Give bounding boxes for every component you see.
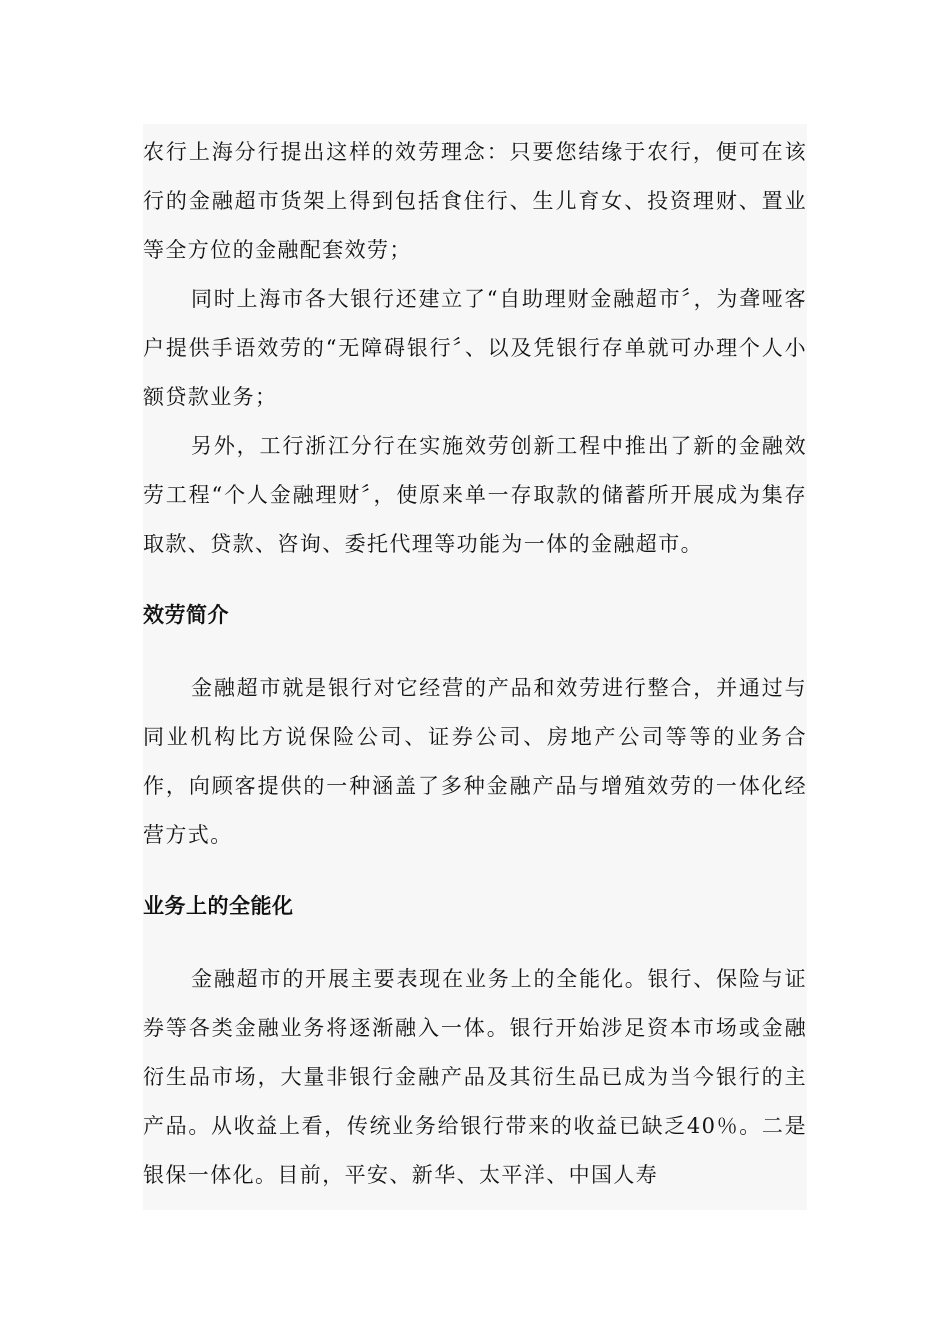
section-heading-service-intro: 效劳简介: [143, 603, 229, 627]
section1-paragraph: 金融超市就是银行对它经营的产品和效劳进行整合，并通过与同业机构比方说保险公司、证券公司、房地产公司等等的业务合作，向顾客提供的一种涵盖了多种金融产品与增殖效劳的一体化经营方式。: [143, 676, 807, 847]
section-heading-universal-business: 业务上的全能化: [143, 894, 294, 918]
intro-paragraph-2: 同时上海市各大银行还建立了“自助理财金融超市〞，为聋哑客户提供手语效劳的“无障碍银行〞、以及凭银行存单就可办理个人小额贷款业务；: [143, 287, 807, 409]
document-text-block: [143, 124, 807, 1210]
intro-paragraph-3: 另外，工行浙江分行在实施效劳创新工程中推出了新的金融效劳工程“个人金融理财〞，使原来单一存取款的储蓄所开展成为集存取款、贷款、咨询、委托代理等功能为一体的金融超市。: [143, 434, 807, 556]
section2-paragraph: 金融超市的开展主要表现在业务上的全能化。银行、保险与证券等各类金融业务将逐渐融入一体。银行开始涉足资本市场或金融衍生品市场，大量非银行金融产品及其衍生品已成为当今银行的主产品。从收益上看，传统业务给银行带来的收益已缺乏40％。二是银保一体化。目前，平安、新华、太平洋、中国人寿: [143, 967, 807, 1187]
intro-paragraph-1: 农行上海分行提出这样的效劳理念：只要您结缘于农行，便可在该行的金融超市货架上得到包括食住行、生儿育女、投资理财、置业等全方位的金融配套效劳；: [143, 140, 807, 262]
